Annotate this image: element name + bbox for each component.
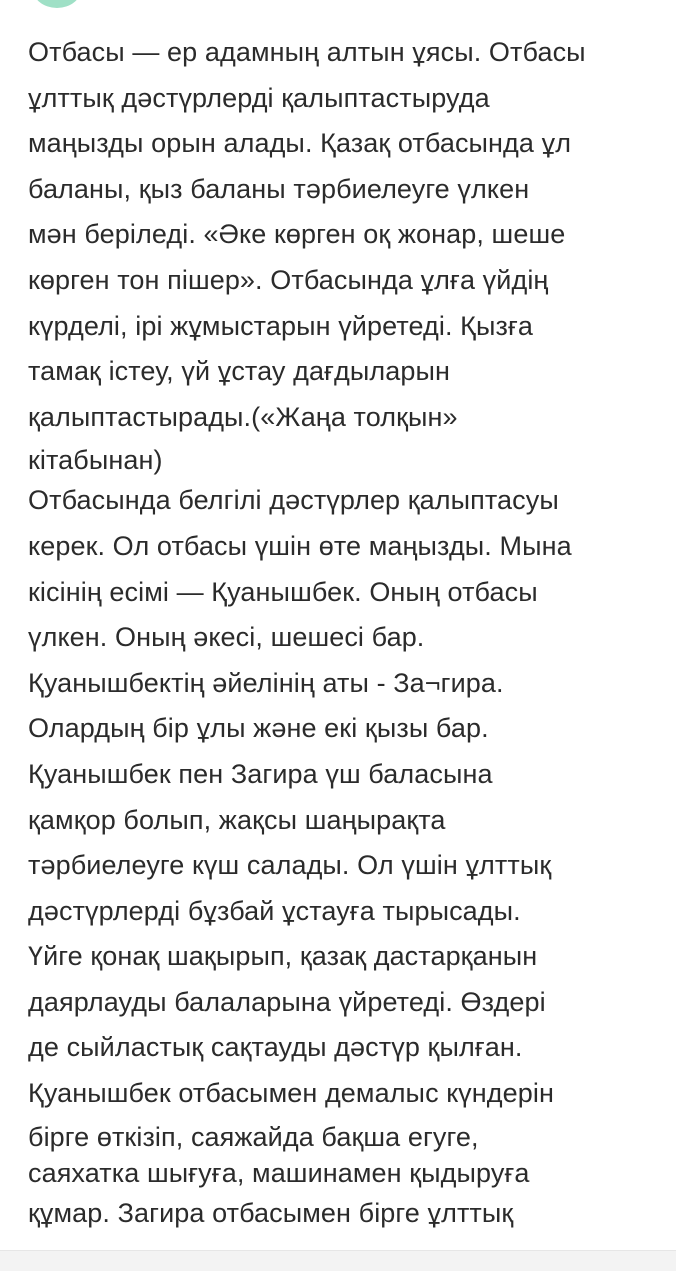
text-line: Қуанышбек отбасымен демалыс күндерін [28,1078,554,1109]
text-line: қамқор болып, жақсы шаңырақта [28,804,446,835]
text-line: керек. Ол отбасы үшін өте маңызды. Мына [28,530,572,561]
text-line: бірге өткізіп, саяжайда бақша егуге, [28,1121,479,1152]
text-line: баланы, қыз баланы тәрбиелеуге үлкен [28,173,530,204]
avatar [32,0,82,8]
text-line: үлкен. Оның әкесі, шешесі бар. [28,622,425,653]
text-line: де сыйластық сақтауды дәстүр қылған. [28,1032,523,1063]
text-line: тамақ істеу, үй ұстау дағдыларын [28,356,450,387]
text-line: Қуанышбек пен Загира үш баласына [28,758,493,789]
text-line: мән беріледі. «Әке көрген оқ жонар, шеше [28,219,566,250]
text-line: көрген тон пішер». Отбасында ұлға үйдің [28,264,549,295]
answer-text [28,30,668,1236]
text-line: тәрбиелеуге күш салады. Ол үшін ұлттық [28,850,552,881]
text-line: Олардың бір ұлы және екі қызы бар. [28,713,489,744]
text-line: қалыптастырады.(«Жаңа толқын» [28,401,458,432]
text-line: Отбасы — ер адамның алтын ұясы. Отбасы [28,37,586,67]
text-line: саяхатка шығуға, машинамен қыдыруға [28,1157,530,1188]
text-line: ұлттық дәстүрлерді қалыптастыруда [28,82,490,113]
text-line: күрделі, ірі жұмыстарын үйретеді. Қызға [28,310,534,341]
bottom-bar [0,1250,676,1271]
text-line: Отбасында белгілі дәстүрлер қалыптасуы [28,485,559,516]
text-line: дәстүрлерді бұзбай ұстауға тырысады. [28,895,521,926]
text-line: кітабынан) [28,445,163,476]
text-line: маңызды орын алады. Қазақ отбасында ұл [28,128,572,159]
text-line: Үйге қонақ шақырып, қазақ дастарқанын [28,941,538,972]
text-line: даярлауды балаларына үйретеді. Өздері [28,986,546,1017]
text-line: кісінің есімі — Қуанышбек. Оның отбасы [28,576,538,607]
text-line: құмар. Загира отбасымен бірге ұлттық [28,1197,514,1228]
text-line: Қуанышбектің әйелінің аты - За¬гира. [28,667,504,698]
